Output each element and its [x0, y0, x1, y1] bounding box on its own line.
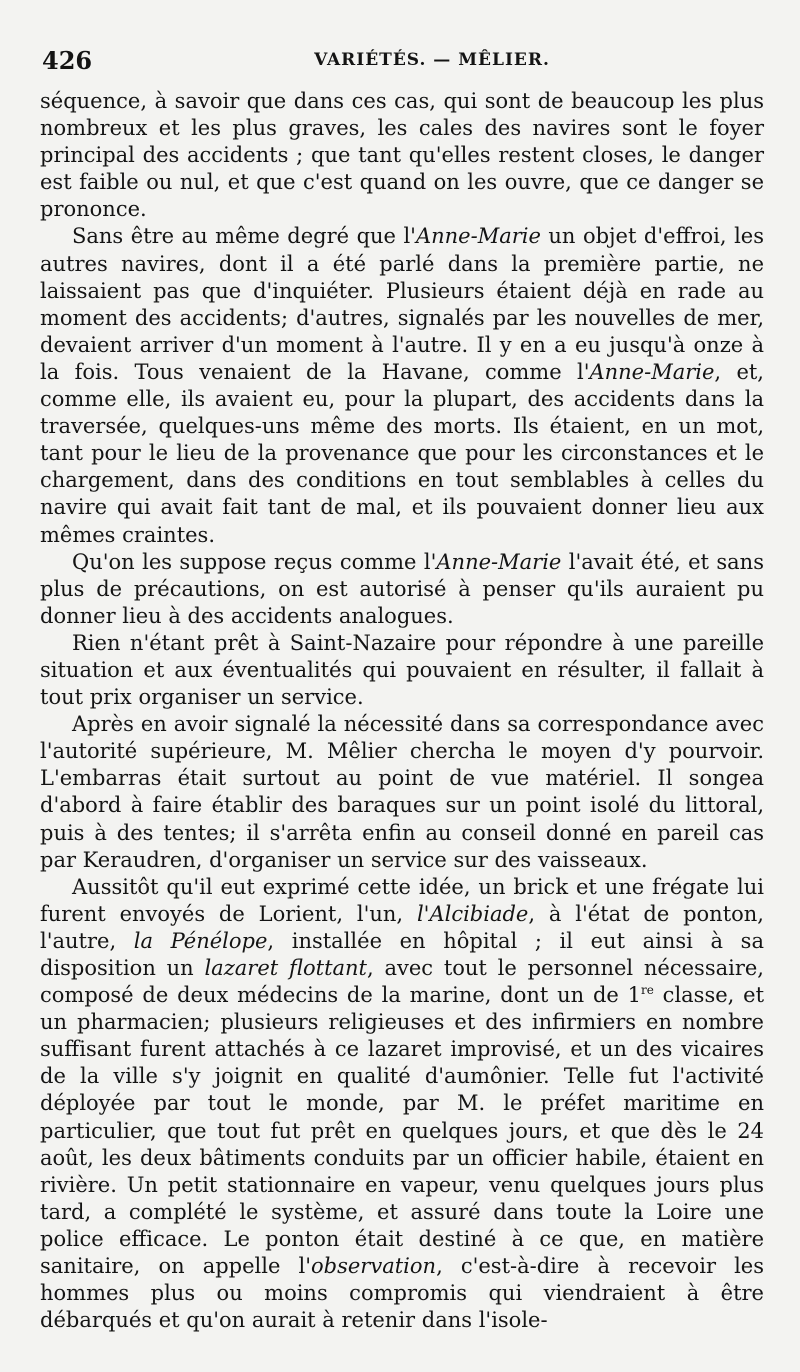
paragraph [40, 549, 764, 630]
page-header [40, 36, 764, 82]
italic-text: Anne-Marie [589, 359, 715, 384]
text-run: Après en avoir signalé la nécessité dans sa correspondance avec l'autorité supérieure, M. Mêlier chercha le moyen d'y pourvoir. L'embarras était surtout au point de vue matériel. Il songea d'abord à faire établir des baraques sur un point isolé du littoral, puis à des tentes; il s'arrêta enfin au conseil donné en pareil cas par Keraudren, d'organiser un service sur des vaisseaux. [40, 712, 764, 872]
text-run: Qu'on les suppose reçus comme l' [72, 549, 437, 574]
text-run: , installée en hôpital ; il eut ainsi à sa disposition un [40, 928, 764, 980]
italic-text: lazaret flottant [204, 956, 367, 980]
paragraph [40, 223, 764, 548]
italic-text: la Pénélope [133, 928, 268, 953]
text-run: , et, comme elle, ils avaient eu, pour la plupart, des accidents dans la traversée, quelques-uns même des morts. Ils étaient, en un mot, tant pour le lieu de la provenance que pour les circonstances et le chargement, dans des conditions en tout semblables à celles du navire qui avait fait tant de mal, et ils pouvaient donner lieu aux mêmes craintes. [40, 359, 764, 547]
text-run: séquence, à savoir que dans ces cas, qui sont de beaucoup les plus nombreux et les plus graves, les cales des navires sont le foyer principal des accidents ; que tant qu'elles restent closes, le danger est faible ou nul, et que c'est quand on les ouvre, que ce danger se prononce. [40, 89, 764, 222]
text-run: , à l'état de ponton, l'autre, [40, 901, 764, 953]
text-run: l'avait été, et sans plus de précautions, on est autorisé à penser qu'ils auraient pu donner lieu à des accidents analogues. [40, 549, 764, 628]
italic-text: observation [311, 1254, 437, 1279]
text-run: classe, et un pharmacien; plusieurs religieuses et des infirmiers en nombre suffisant furent attachés à ce lazaret improvisé, et un des vicaires de la ville s'y joignit en qualité d'aumônier. Telle fut l'activité déployée par tout le monde, par M. le préfet maritime en particulier, que tout fut prêt en quelques jours, et que dès le 24 août, les deux bâtiments conduits par un officier habile, étaient en rivière. Un petit stationnaire en vapeur, venu quelques jours plus tard, a complété le système, et assuré dans toute la Loire une police efficace. Le ponton était destiné à ce que, en matière sanitaire, on appelle l' [40, 983, 765, 1279]
text-run: Rien n'étant prêt à Saint-Nazaire pour répondre à une pareille situation et aux éventualités qui pouvaient en résulter, il fallait à tout prix organiser un service. [40, 630, 764, 710]
paragraph [40, 874, 764, 1335]
paragraph [40, 711, 764, 874]
running-title: VARIÉTÉS. — MÊLIER. [314, 50, 550, 70]
italic-text: Anne-Marie [415, 224, 541, 249]
text-run: un objet d'effroi, les autres navires, dont il a été parlé dans la première partie, ne laissaient pas que d'inquiéter. Plusieurs étaient déjà en rade au moment des accidents; d'autres, signalés par les nouvelles de mer, devaient arriver d'un moment à l'autre. Il y en a eu jusqu'à onze à la fois. Tous venaient de la Havane, comme l' [40, 224, 764, 384]
text-run: Sans être au même degré que l' [72, 224, 416, 249]
page-number: 426 [42, 46, 93, 75]
text-run: , c'est-à-dire à recevoir les hommes plus ou moins compromis qui viendraient à être débarqués et qu'on aurait à retenir dans l'isole- [40, 1254, 765, 1333]
text-run: Aussitôt qu'il eut exprimé cette idée, un brick et une frégate lui furent envoyés de Lorient, l'un, [40, 874, 764, 926]
paragraph [40, 630, 764, 711]
superscript: re [641, 983, 654, 998]
body-text [40, 88, 764, 1334]
text-run: , avec tout le personnel nécessaire, composé de deux médecins de la marine, dont un de 1 [40, 956, 764, 1008]
paragraph [40, 88, 764, 223]
italic-text: l'Alcibiade [416, 901, 529, 926]
italic-text: Anne-Marie [436, 549, 562, 574]
